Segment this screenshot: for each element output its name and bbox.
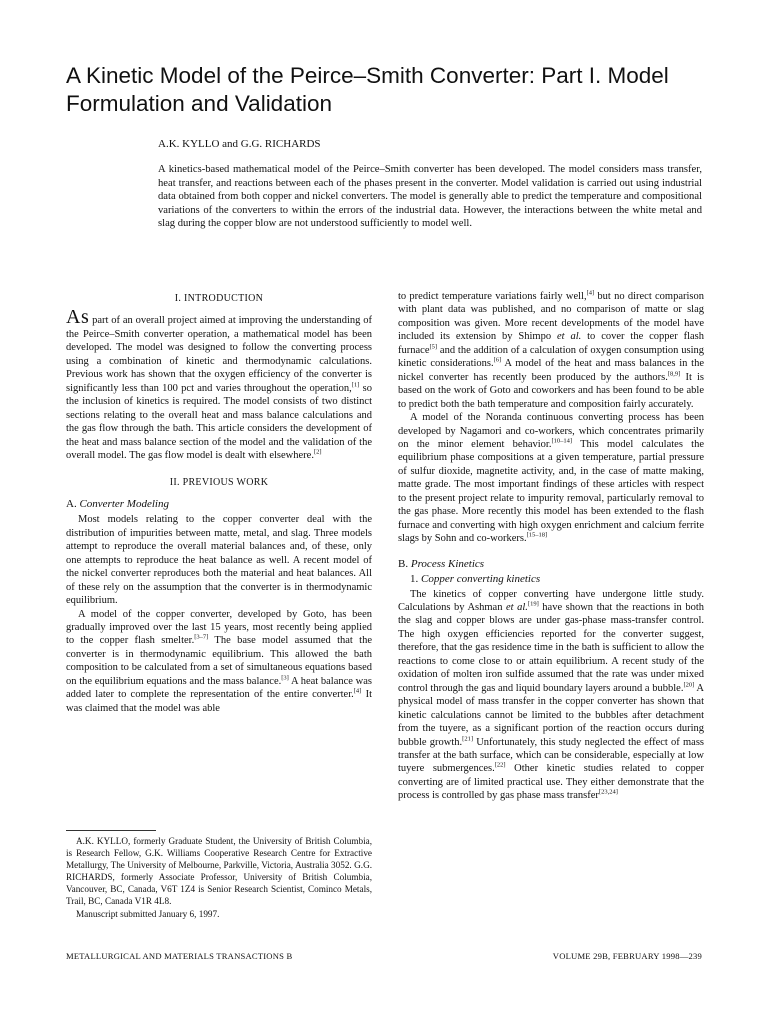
section-heading-introduction: I. INTRODUCTION xyxy=(174,293,264,304)
author-footnote xyxy=(66,835,372,920)
citation-ref[interactable]: [2] xyxy=(313,448,322,456)
introduction-paragraph: As part of an overall project aimed at improving the understanding of the Peirce–Smith converter operation, a mathematical model has been developed. The model was designed to follow the converting process using a combination of kinetic and thermodynamic calculations. Previous work has shown that the oxygen efficiency of the converter is significantly less than 100 pct and varies throughout the operation,[1] so the inclusion of kinetics is required. The model consists of two distinct sections relating to the overall heat and mass balance calculations and the gas flow through the bath. This article considers the development of the heat and mass balance section of the model and the validation of the overall model. The gas flow model is dealt with elsewhere.[2] xyxy=(66,306,373,461)
citation-ref[interactable]: [1] xyxy=(351,381,360,389)
citation-ref[interactable]: [4] xyxy=(353,687,362,695)
citation-ref[interactable]: [5] xyxy=(429,343,438,351)
body-paragraph: A model of the Noranda continuous converting process has been developed by Nagamori and co-workers, which concentrates primarily on the minor element behavior.[10–14] This model calculates the equilibrium phase compositions at a given temperature, partial pressure of sulfur dioxide, magnetite activity, and, in the case of matte making, matte grade. The most important findings of these articles with respect to the present project relate to impurity removal, particularly removal to the gas phase. More recently this model has been extended to the flash furnace and converting with high oxygen enrichment and calcium ferrite slags by Sohn and co-workers.[15–18] xyxy=(398,412,704,545)
body-paragraph: to predict temperature variations fairly well,[4] but no direct comparison with plant data was published, and no comparison of matte or slag composition was given. More recent developments of the model have included its extension by Shimpo et al. to cover the copper flash furnace[5] and the addition of a calculation of oxygen consumption using kinetic considerations.[6] A model of the heat and mass balances in the nickel converter has recently been produced by the authors.[8,9] It is based on the work of Goto and coworkers and has been found to be able to predict both the bath temperature and composition fairly accurately. xyxy=(398,289,704,410)
citation-ref[interactable]: [10–14] xyxy=(551,437,573,445)
citation-ref[interactable]: [6] xyxy=(493,356,502,364)
citation-ref[interactable]: [21] xyxy=(462,735,474,742)
citation-ref[interactable]: [3–7] xyxy=(194,633,209,641)
citation-ref[interactable]: [4] xyxy=(586,289,595,297)
citation-ref[interactable]: [23,24] xyxy=(598,788,618,796)
body-paragraph: Most models relating to the copper converter deal with the distribution of impurities between matte, metal, and slag. Three models attempt to reproduce the overall material balances and, of these, only one attempts to reproduce the heat balance as well. A recent model of the nickel converter reproduces both the material and heat balances. All of these rely on the assumption that the converter is in thermodynamic equilibrium. xyxy=(66,514,372,607)
body-paragraph: The kinetics of copper converting have undergone little study. Calculations by Ashman et al.[19] have shown that the reactions in both the slag and copper blows are under gas-phase mass-transfer control. The high oxygen efficiencies reported for the converter suggest, therefore, that the gas residence time in the bath is sufficient to allow the reactions to come close to or attain equilibrium. A recent study of the oxidation of molten iron sulfide assumed that the rate was under mixed control through the gas and liquid boundary layers around a bubble.[20] A physical model of mass transfer in the copper converter has shown that kinetic calculations cannot be limited to the bubbles after detachment from the tuyere, as a significant portion of the reaction occurs during bubble growth.[21] Unfortunately, this study neglected the effect of mass transfer at the bath surface, which can be considerable, especially at low tuyere submergences.[22] Other kinetic studies related to copper converting are of limited practical use. They either demonstrate that the process is controlled by gas phase mass transfer[23,24] xyxy=(398,588,704,802)
citation-ref[interactable]: [15–18] xyxy=(526,531,548,539)
citation-ref[interactable]: [22] xyxy=(494,761,506,769)
citation-ref[interactable]: [8,9] xyxy=(667,370,681,378)
footnote-affiliation: A.K. KYLLO, formerly Graduate Student, the University of British Columbia, is Research Fellow, G.K. Williams Cooperative Research Centre for Extractive Metallurgy, The University of Melbourne, Parkville, Victoria, Australia 3052. G.G. RICHARDS, formerly Associate Professor, University of British Columbia, Vancouver, BC, Canada, V6T 1Z4 is Senior Research Scientist, Cominco Metals, Trail, BC, Canada V1R 4L8. xyxy=(66,836,372,907)
citation-ref[interactable]: [19] xyxy=(527,600,539,608)
author-line: A.K. KYLLO and G.G. RICHARDS xyxy=(158,138,321,150)
subsubsection-heading-copper-converting-kinetics: 1. Copper converting kinetics xyxy=(410,573,541,586)
left-column xyxy=(66,290,372,715)
subsection-heading-process-kinetics: B. Process Kinetics xyxy=(398,557,485,570)
paper-title: A Kinetic Model of the Peirce–Smith Converter: Part I. Model Formulation and Validation xyxy=(66,63,669,116)
footnote-submitted: Manuscript submitted January 6, 1997. xyxy=(76,908,220,919)
volume-page-footer: VOLUME 29B, FEBRUARY 1998—239 xyxy=(552,951,702,961)
abstract: A kinetics-based mathematical model of the Peirce–Smith converter has been developed. The model considers mass transfer, heat transfer, and reactions between each of the phases present in the converter. Model validation is carried out using industrial data obtained from both copper and nickel converters. The model is generally able to predict the temperature and compositional variations of the converters to within the errors of the industrial data. However, the interactions between the white metal and slag during the copper blow are not understood sufficiently to model well. xyxy=(158,164,702,230)
drop-cap: As xyxy=(66,306,90,329)
citation-ref[interactable]: [20] xyxy=(683,681,695,689)
footnote-rule xyxy=(66,830,156,831)
journal-footer: METALLURGICAL AND MATERIALS TRANSACTIONS B xyxy=(66,951,293,961)
right-column xyxy=(398,290,704,803)
subsection-heading-converter-modeling: A. Converter Modeling xyxy=(66,497,169,510)
body-paragraph: A model of the copper converter, developed by Goto, has been gradually improved over the last 15 years, most recently being applied to the copper flash smelter.[3–7] The base model assumed that the converter is in thermodynamic equilibrium. This allowed the bath composition to be calculated from a set of simultaneous equations based on the equilibrium equations and the mass balance.[3] A heat balance was added later to complete the representation of the entire converter.[4] It was claimed that the model was able xyxy=(66,608,373,714)
section-heading-previous-work: II. PREVIOUS WORK xyxy=(169,477,269,489)
citation-ref[interactable]: [3] xyxy=(281,674,289,682)
